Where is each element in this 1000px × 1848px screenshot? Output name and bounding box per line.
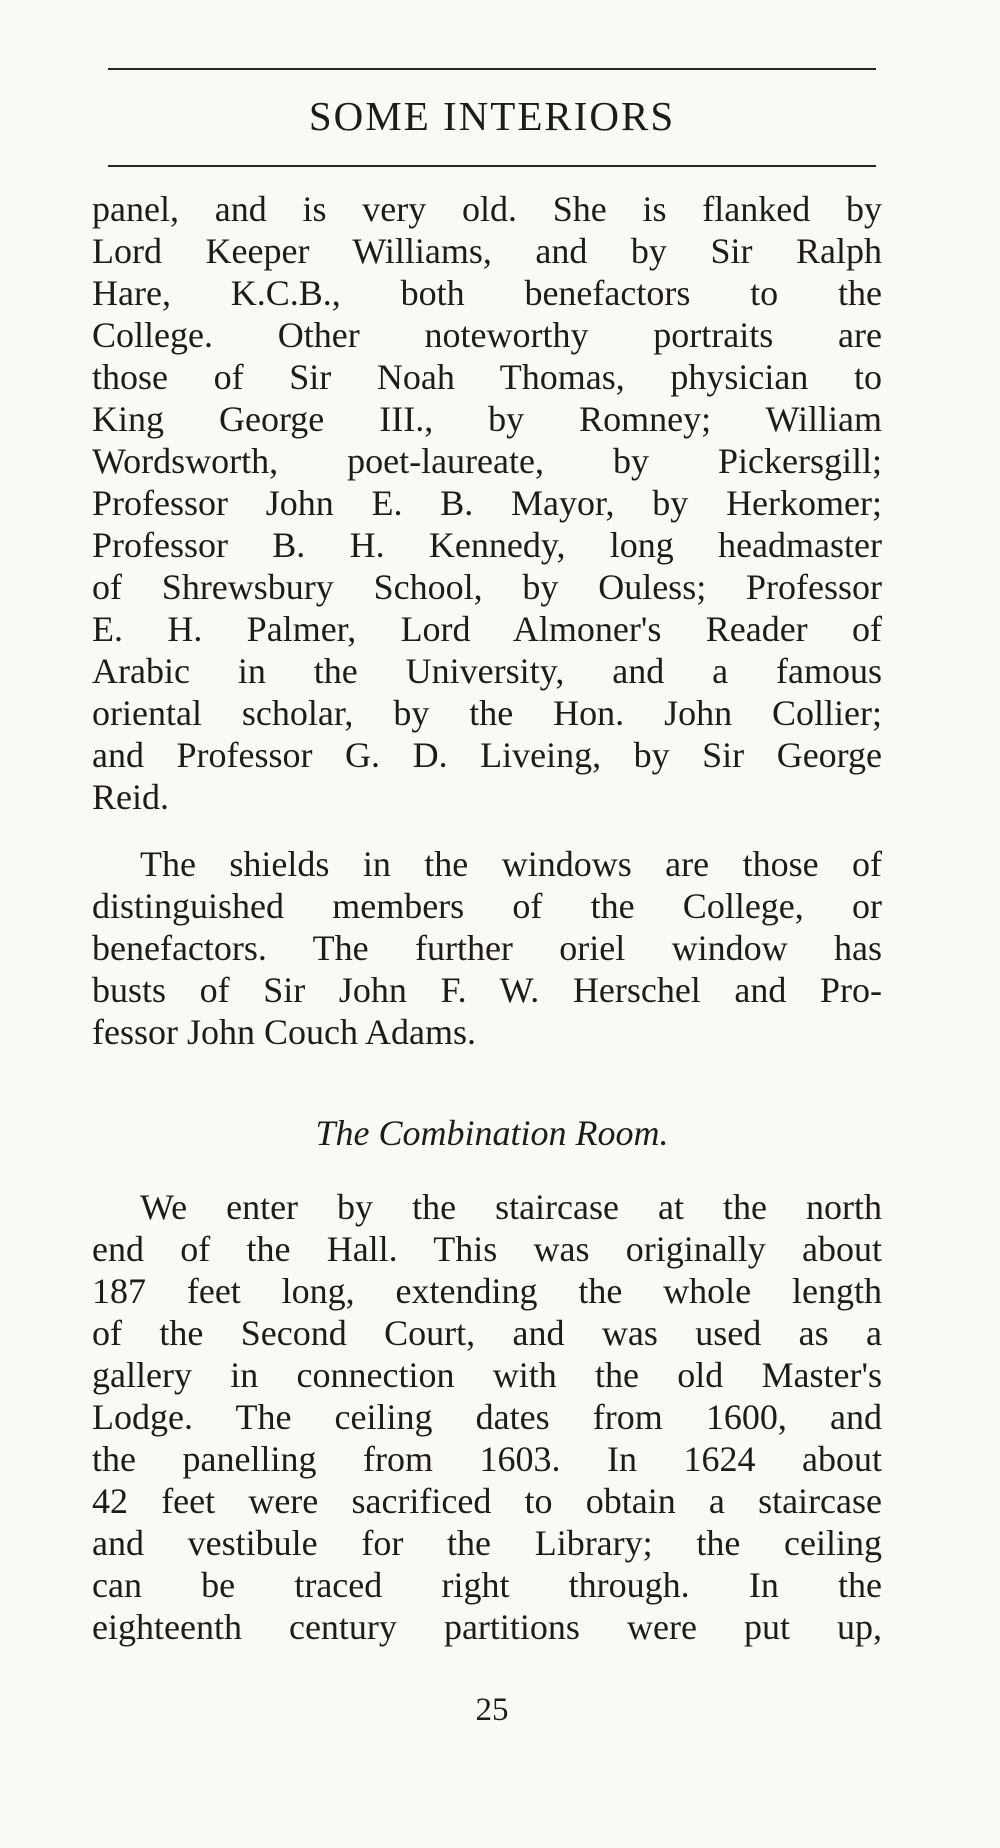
- text-line: Wordsworth, poet-laureate, by Pickersgill;: [92, 441, 882, 481]
- header-rule: [108, 165, 876, 167]
- text-line: can be traced right through. In the: [92, 1565, 882, 1605]
- text-line: College. Other noteworthy portraits are: [92, 315, 882, 355]
- text-line: Professor John E. B. Mayor, by Herkomer;: [92, 483, 882, 523]
- text-line: and Professor G. D. Liveing, by Sir George: [92, 735, 882, 775]
- page-number: 25: [475, 1692, 509, 1728]
- text-line: 42 feet were sacrificed to obtain a staircase: [92, 1481, 882, 1521]
- text-line: King George III., by Romney; William: [92, 399, 882, 439]
- text-line: Hare, K.C.B., both benefactors to the: [92, 273, 882, 313]
- text-line: Reid.: [92, 777, 169, 817]
- text-line: Lodge. The ceiling dates from 1600, and: [92, 1397, 882, 1437]
- text-line: panel, and is very old. She is flanked by: [92, 189, 882, 229]
- paragraph-combination-room: [92, 1186, 882, 1648]
- paragraph-shields: [92, 843, 882, 1053]
- text-line: Professor B. H. Kennedy, long headmaster: [92, 525, 882, 565]
- text-line: We enter by the staircase at the north: [140, 1187, 882, 1227]
- text-line: E. H. Palmer, Lord Almoner's Reader of: [92, 609, 882, 649]
- text-line: eighteenth century partitions were put up,: [92, 1607, 882, 1647]
- text-line: 187 feet long, extending the whole length: [92, 1271, 882, 1311]
- running-head: SOME INTERIORS: [308, 93, 676, 139]
- paragraph-portraits: [92, 188, 882, 818]
- text-line: Lord Keeper Williams, and by Sir Ralph: [92, 231, 882, 271]
- text-line: Arabic in the University, and a famous: [92, 651, 882, 691]
- text-line: oriental scholar, by the Hon. John Collier;: [92, 693, 882, 733]
- text-line: end of the Hall. This was originally about: [92, 1229, 882, 1269]
- text-line: fessor John Couch Adams.: [92, 1012, 476, 1052]
- text-line: of the Second Court, and was used as a: [92, 1313, 882, 1353]
- text-line: benefactors. The further oriel window has: [92, 928, 882, 968]
- text-line: and vestibule for the Library; the ceiling: [92, 1523, 882, 1563]
- section-heading: The Combination Room.: [315, 1113, 669, 1153]
- top-rule: [108, 68, 876, 70]
- text-line: those of Sir Noah Thomas, physician to: [92, 357, 882, 397]
- text-line: distinguished members of the College, or: [92, 886, 882, 926]
- text-line: The shields in the windows are those of: [140, 844, 882, 884]
- text-line: the panelling from 1603. In 1624 about: [92, 1439, 882, 1479]
- text-line: of Shrewsbury School, by Ouless; Professor: [92, 567, 882, 607]
- text-line: busts of Sir John F. W. Herschel and Pro-: [92, 970, 882, 1010]
- text-line: gallery in connection with the old Master's: [92, 1355, 882, 1395]
